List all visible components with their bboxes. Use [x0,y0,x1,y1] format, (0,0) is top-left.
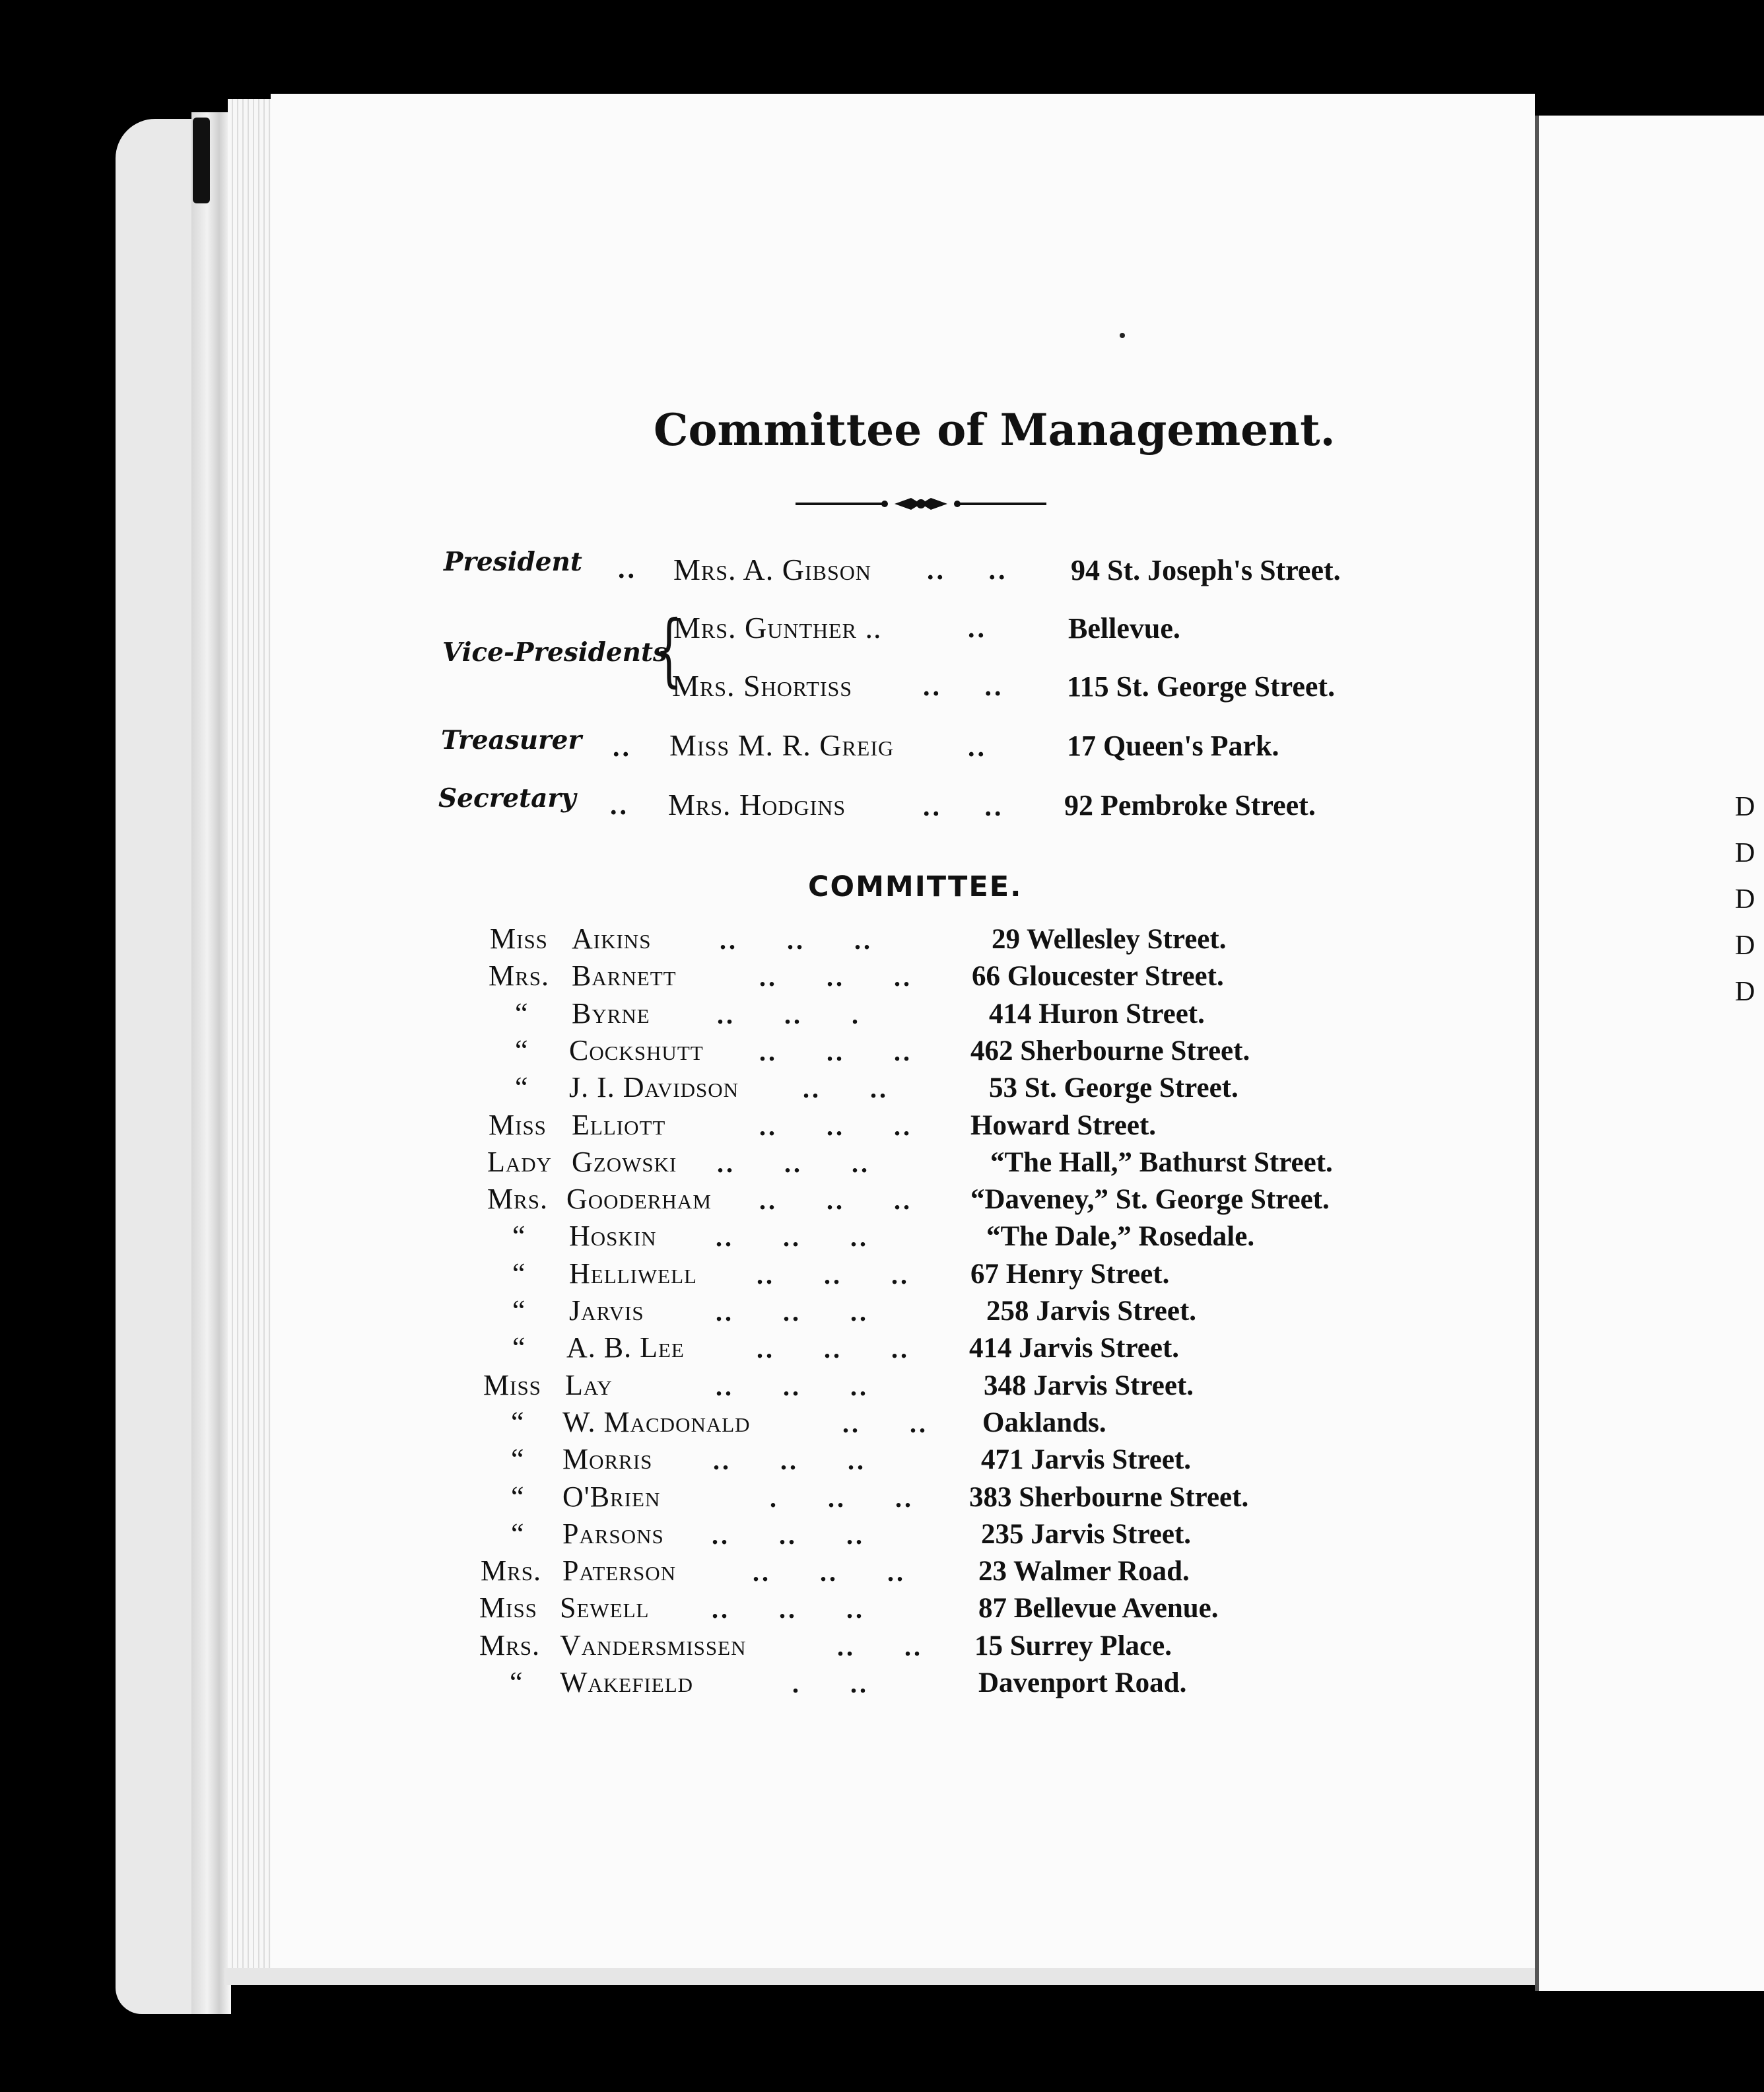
facing-page-letter: D [1735,838,1755,868]
leader-dots: .. .. .. [716,1222,869,1252]
leader-dots: .. .. .. [716,1372,869,1401]
member-name: Helliwell [569,1257,697,1290]
member-title: “ [512,1257,526,1290]
committee-heading: COMMITTEE. [808,870,1023,903]
member-name: Vandersmissen [560,1629,747,1661]
member-name: Wakefield [560,1666,694,1698]
member-name: J. I. Davidson [569,1071,739,1103]
leader-dots: .. .. [803,1074,889,1103]
member-address: 414 Huron Street. [989,998,1205,1029]
member-name: Lay [565,1369,613,1401]
member-name: Byrne [572,997,650,1029]
leader-dots: . .. .. [770,1483,914,1513]
member-address: 414 Jarvis Street. [969,1333,1180,1364]
leader-dots: .. [968,732,987,763]
leader-dots: .. .. [842,1409,928,1438]
member-title: “ [515,1071,529,1103]
member-title: Miss [489,1109,547,1141]
officer-role-secretary: Secretary [438,783,576,814]
member-title: Mrs. [487,1183,549,1215]
leader-dots: .. .. .. [717,1148,870,1178]
leader-dots: .. .. [837,1632,923,1661]
member-title: Lady [487,1146,553,1178]
member-address: 471 Jarvis Street. [981,1444,1192,1475]
facing-page-letter: D [1735,884,1755,915]
member-title: Mrs. [481,1554,542,1587]
member-title: “ [512,1331,526,1364]
member-title: Miss [490,923,548,955]
member-address: 348 Jarvis Street. [984,1370,1194,1401]
member-name: Hoskin [569,1220,657,1252]
member-name: A. B. Lee [566,1331,685,1364]
officer-name: Miss M. R. Greig [669,728,895,762]
document-page [271,94,1535,1974]
member-address: 23 Walmer Road. [978,1556,1190,1587]
member-name: Elliott [572,1109,666,1141]
officer-name: Mrs. Gunther .. [673,611,882,645]
member-title: Mrs. [479,1629,541,1661]
member-name: Parsons [562,1517,664,1550]
officer-address: 17 Queen's Park. [1067,730,1279,762]
officer-address: 94 St. Joseph's Street. [1071,554,1341,586]
member-name: O'Brien [562,1481,661,1513]
leader-dots: .. [968,613,987,644]
facing-page-letter: D [1735,977,1755,1007]
leader-dots: .. .. . [717,1000,861,1029]
leader-dots: .. .. [927,555,1008,586]
officer-role-president: President [444,547,582,577]
leader-dots: .. .. .. [712,1520,865,1550]
member-name: Gzowski [572,1146,677,1178]
member-title: “ [512,1294,526,1327]
leader-dots: .. .. [923,672,1004,702]
member-name: Jarvis [569,1294,644,1327]
leader-dots: .. [610,790,629,821]
officer-address: Bellevue. [1068,612,1180,645]
member-address: 258 Jarvis Street. [986,1296,1197,1327]
member-title: Miss [483,1369,541,1401]
member-address: Davenport Road. [978,1667,1187,1698]
member-name: W. Macdonald [562,1406,751,1438]
member-address: “Daveney,” St. George Street. [970,1184,1330,1215]
officer-address: 92 Pembroke Street. [1064,789,1316,821]
leader-dots: .. .. .. [759,1111,912,1141]
facing-page [1535,116,1764,1991]
page-title: Committee of Management. [654,404,1336,456]
member-title: “ [511,1406,525,1438]
member-name: Barnett [572,959,677,992]
member-title: Miss [479,1591,537,1624]
member-title: Mrs. [489,959,550,992]
leader-dots: .. .. .. [720,925,873,955]
member-address: “The Hall,” Bathurst Street. [990,1147,1333,1178]
member-name: Morris [562,1443,653,1475]
member-name: Cockshutt [569,1034,704,1066]
leader-dots: .. .. .. [759,962,912,992]
member-address: “The Dale,” Rosedale. [986,1221,1255,1252]
leader-dots: .. [618,554,637,584]
officer-address: 115 St. George Street. [1067,670,1336,703]
brace: { [655,604,683,696]
leader-dots: .. .. [923,792,1004,822]
leader-dots: .. .. .. [757,1260,910,1290]
facing-page-letter: D [1735,792,1755,822]
page-stack [228,99,274,1974]
leader-dots: .. .. .. [716,1297,869,1327]
member-address: 53 St. George Street. [989,1072,1238,1103]
facing-page-letter: D [1735,930,1755,961]
member-name: Gooderham [566,1183,712,1215]
member-address: 15 Surrey Place. [974,1630,1172,1661]
officer-name: Mrs. Hodgins [668,788,846,821]
leader-dots: .. .. .. [712,1594,865,1624]
member-address: 235 Jarvis Street. [981,1519,1192,1550]
speck [1120,333,1125,338]
leader-dots: .. [613,732,632,763]
page-bottom-edge [224,1968,1538,1985]
member-address: Howard Street. [970,1110,1157,1141]
book-spine-edge [191,112,231,2014]
member-name: Paterson [562,1554,676,1587]
title-ornament-divider [796,494,1046,514]
leader-dots: .. .. .. [759,1185,912,1215]
member-title: “ [515,1034,529,1066]
member-title: “ [511,1443,525,1475]
member-address: 29 Wellesley Street. [992,924,1227,955]
officer-name: Mrs. A. Gibson [673,553,871,586]
member-address: 66 Gloucester Street. [972,961,1224,992]
member-title: “ [512,1220,526,1252]
member-title: “ [511,1517,525,1550]
leader-dots: .. .. .. [757,1334,910,1364]
member-name: Aikins [572,923,652,955]
spine-mark [193,118,210,203]
officer-name: Mrs. Shortiss [672,669,853,703]
member-address: 462 Sherbourne Street. [970,1035,1250,1066]
member-address: 87 Bellevue Avenue. [978,1593,1219,1624]
member-address: 67 Henry Street. [970,1259,1170,1290]
member-address: Oaklands. [982,1407,1106,1438]
member-title: “ [510,1666,524,1698]
member-name: Sewell [560,1591,650,1624]
leader-dots: .. .. .. [713,1446,866,1475]
member-address: 383 Sherbourne Street. [969,1482,1249,1513]
member-title: “ [515,997,529,1029]
leader-dots: .. .. .. [759,1037,912,1066]
officer-role-treasurer: Treasurer [441,725,582,755]
officer-role-vice-presidents: Vice-Presidents [442,637,668,668]
leader-dots: . .. [792,1669,869,1698]
member-title: “ [511,1481,525,1513]
leader-dots: .. .. .. [753,1557,906,1587]
